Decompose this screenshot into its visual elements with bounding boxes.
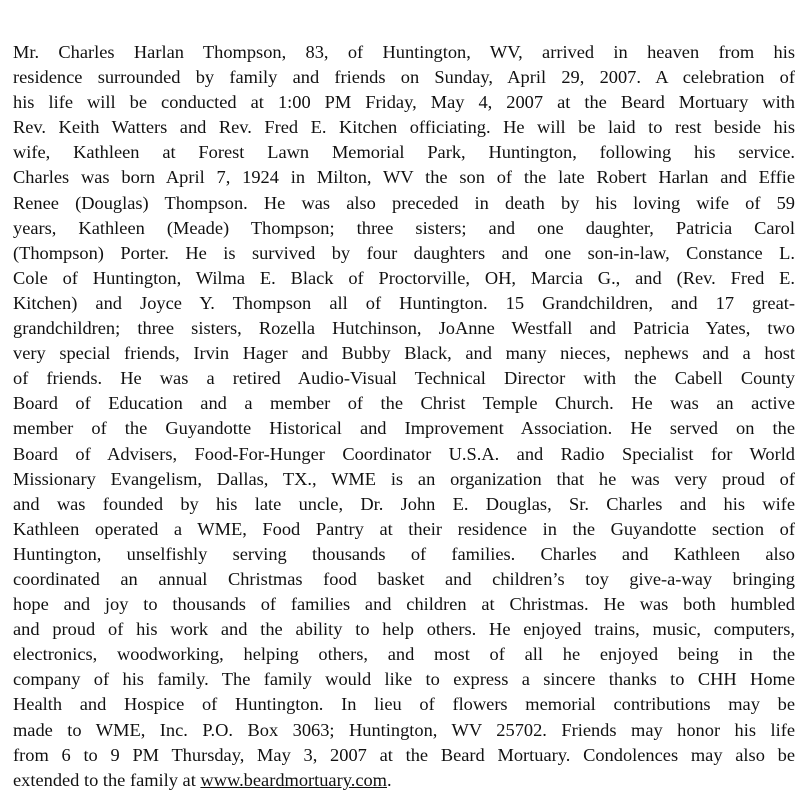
obituary-line: of friends. He was a retired Audio-Visual Technical Director with the Cabell County [13, 368, 795, 389]
obituary-line: very special friends, Irvin Hager and Bubby Black, and many nieces, nephews and a host [13, 343, 795, 364]
obituary-line: wife, Kathleen at Forest Lawn Memorial Park, Huntington, following his service. [13, 142, 795, 163]
closing-text: extended to the family at [13, 769, 201, 790]
obituary-closing-line [13, 768, 795, 793]
obituary-line: Kitchen) and Joyce Y. Thompson all of Huntington. 15 Grandchildren, and 17 great- [13, 292, 795, 313]
obituary-line: Board of Advisers, Food-For-Hunger Coordinator U.S.A. and Radio Specialist for World [13, 443, 795, 464]
obituary-line: hope and joy to thousands of families and children at Christmas. He was both humbled [13, 594, 795, 615]
obituary-line: residence surrounded by family and friends on Sunday, April 29, 2007. A celebration of [13, 67, 795, 88]
obituary-line: grandchildren; three sisters, Rozella Hutchinson, JoAnne Westfall and Patricia Yates, two [13, 318, 795, 339]
obituary-line: electronics, woodworking, helping others, and most of all he enjoyed being in the [13, 644, 795, 665]
obituary-line: Kathleen operated a WME, Food Pantry at their residence in the Guyandotte section of [13, 518, 795, 539]
obituary-line: Huntington, unselfishly serving thousands of families. Charles and Kathleen also [13, 543, 795, 564]
obituary-line: company of his family. The family would like to express a sincere thanks to CHH Home [13, 669, 795, 690]
obituary-text [13, 40, 795, 793]
obituary-line: Cole of Huntington, Wilma E. Black of Proctorville, OH, Marcia G., and (Rev. Fred E. [13, 267, 795, 288]
obituary-line: and was founded by his late uncle, Dr. John E. Douglas, Sr. Charles and his wife [13, 493, 795, 514]
obituary-line: member of the Guyandotte Historical and Improvement Association. He served on the [13, 418, 795, 439]
obituary-line: Renee (Douglas) Thompson. He was also preceded in death by his loving wife of 59 [13, 192, 795, 213]
obituary-line: Missionary Evangelism, Dallas, TX., WME is an organization that he was very proud of [13, 468, 795, 489]
obituary-line: and proud of his work and the ability to help others. He enjoyed trains, music, computers, [13, 619, 795, 640]
obituary-line: his life will be conducted at 1:00 PM Friday, May 4, 2007 at the Beard Mortuary with [13, 92, 795, 113]
obituary-line: (Thompson) Porter. He is survived by four daughters and one son-in-law, Constance L. [13, 242, 795, 263]
obituary-line: Board of Education and a member of the Christ Temple Church. He was an active [13, 393, 795, 414]
obituary-line: Health and Hospice of Huntington. In lieu of flowers memorial contributions may be [13, 694, 795, 715]
mortuary-website-link[interactable]: www.beardmortuary.com [200, 769, 387, 790]
obituary-line: years, Kathleen (Meade) Thompson; three sisters; and one daughter, Patricia Carol [13, 217, 795, 238]
obituary-line: coordinated an annual Christmas food basket and children’s toy give-a-way bringing [13, 568, 795, 589]
obituary-line: Charles was born April 7, 1924 in Milton, WV the son of the late Robert Harlan and Effie [13, 167, 795, 188]
closing-period: . [387, 769, 392, 790]
obituary-line: made to WME, Inc. P.O. Box 3063; Huntington, WV 25702. Friends may honor his life [13, 719, 795, 740]
obituary-line: Mr. Charles Harlan Thompson, 83, of Huntington, WV, arrived in heaven from his [13, 42, 795, 62]
obituary-line: from 6 to 9 PM Thursday, May 3, 2007 at the Beard Mortuary. Condolences may also be [13, 744, 795, 765]
obituary-line: Rev. Keith Watters and Rev. Fred E. Kitchen officiating. He will be laid to rest beside his [13, 117, 795, 138]
